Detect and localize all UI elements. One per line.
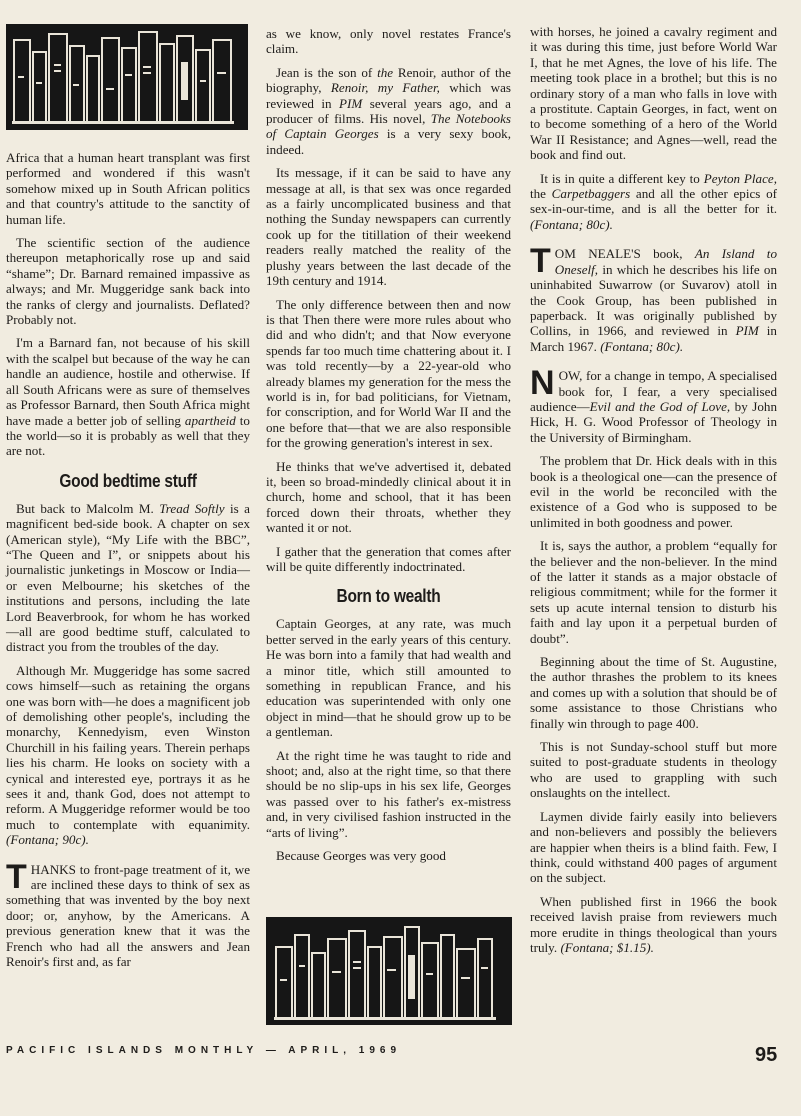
- section-heading-good-bedtime-stuff: Good bedtime stuff: [59, 470, 197, 491]
- paragraph: I'm a Barnard fan, not because of his skill with the scalpel but because of the way he can handle an audience, hostile and otherwise. If all South Africans were as sure of themselves as Professor Barnard, then South Africa might have made a better job of selling apartheid to the world—so it is probably as well that they are not.: [6, 335, 250, 459]
- paragraph: At the right time he was taught to ride and shoot; and, also at the right time, so that there should be no slip-ups in his sex life, Georges was passed over to his father's ex-mistress and, in very civilised fashion instructed in the “arts of living”.: [266, 747, 511, 840]
- page-number: 95: [755, 1044, 778, 1066]
- drop-cap: T: [530, 242, 551, 281]
- paragraph: But back to Malcolm M. Tread Softly is a magnificent bed-side book. A chapter on sex (American style), “My Life with the BBC”, “The Queen and I”, or snippets about his journalistic junketings in Moscow or India—or even Melbourne; his sketches of the institutions and persons, including the late Lord Beaverbrook, for whom he has worked—all are good bedtime stuff, calculated to distract you from the troubles of the day.: [6, 500, 250, 655]
- paragraph: It is, says the author, a problem “equally for the believer and the non-believer. In the mind of the latter it stands as a major obstacle of religious commitment; while for the former it sets up acute internal tension to disturb his faith and lay upon it a perpetual burden of doubt”.: [530, 538, 777, 646]
- paragraph: Laymen divide fairly easily into believers and non-believers and possibly the believers are happier when theirs is a blind faith. Few, I think, could withstand 400 pages of argument on the subject.: [530, 808, 777, 886]
- paragraph: Beginning about the time of St. Augustine, the author thrashes the problem to its knees and comes up with a solution that should be of some assistance to those Christians who finally win through to page 400.: [530, 654, 777, 731]
- paragraph: I gather that the generation that comes after will be quite differently indoctrinated.: [266, 543, 511, 574]
- bookshelf-illustration-bottom: [266, 917, 512, 1025]
- column-2: [266, 26, 511, 872]
- paragraph: Its message, if it can be said to have any message at all, is that sex was once regarded as a fairly uncomplicated business and that nothing the Sunday newspapers can currently cook up for the titillation of their weekend readers really matched the reality of the plushy years between the last decade of the 19th century and 1914.: [266, 165, 511, 289]
- paragraph: Because Georges was very good: [276, 848, 446, 864]
- paragraph: It is in quite a different key to Peyton Place, the Carpetbaggers and all the other epics of sex-in-our-time, and is all the better for it. (Fontana; 80c).: [530, 170, 777, 232]
- paragraph: Although Mr. Muggeridge has some sacred cows himself—such as retaining the organs one was born with—he does a magnificent job of demolishing other people's, including the monarchy, Kennedyism, even Winston Churchill in his failing years. Therein perhaps lies his charm. He looks on society with a cynical and interested eye, portrays it as he sees it and, thank God, does not attempt to reform. A Muggeridge reformer would be too much to contemplate with equanimity. (Fontana; 90c).: [6, 662, 250, 848]
- paragraph: Jean is the son of the Renoir, author of the biography, Renoir, my Father, which was reviewed in PIM several years ago, and a producer of films. His novel, The Notebooks of Captain Georges is a very sexy book, indeed.: [266, 64, 512, 157]
- paragraph-dropcap: NOW, for a change in tempo, A specialised book for, I fear, a very specialised audience—Evil and the God of Love, by John Hick, H. G. Wood Professor of Theology in the University of Birmingham.: [530, 364, 777, 445]
- section-heading-born-to-wealth: Born to wealth: [336, 586, 441, 607]
- paragraph: The problem that Dr. Hick deals with in this book is a theological one—can the presence of evil in the world be reconciled with the existence of a God who is supposed to be unlimited in both goodness and power.: [530, 453, 777, 530]
- paragraph: This is not Sunday-school stuff but more suited to post-graduate students in theology who are used to grappling with such onslaughts on the intellect.: [530, 739, 777, 801]
- column-1: [6, 24, 250, 978]
- column-3: [530, 24, 777, 963]
- paragraph: He thinks that we've advertised it, debated it, been so broad-mindedly clinical about it in church, home and school, that it has been forced down their throats, whether they wanted it or not.: [266, 458, 511, 536]
- paragraph: The only difference between then and now is that Then there were more rules about who did and who didn't; and that Now everyone spends far too much time chattering about it. I was told recently—by a 22-year-old who already blames my generation for the mess the world is in, for bad politicians, for Vietnam, for conscription, and for World War II and the one before that—that we are also responsible for the growing generation's interest in sex.: [266, 296, 511, 451]
- paragraph: When published first in 1966 the book received lavish praise from reviewers much more erudite in things theological than yours truly. (Fontana; $1.15).: [530, 893, 777, 955]
- paragraph-dropcap: TOM NEALE'S book, An Island to Oneself, in which he describes his life on uninhabited Suwarrow (or Suvarov) atoll in the Cook Group, has been published in paperback. It was originally published by Collins, in 1966, and reviewed in PIM in March 1967. (Fontana; 80c).: [530, 242, 777, 354]
- drop-cap: N: [530, 364, 555, 403]
- paragraph: The scientific section of the audience thereupon metaphorically rose up and said “shame”; Dr. Barnard remained impassive as always; and Mr. Muggeridge sank back into the ranks of clergy and journalists. Deflated? Probably not.: [6, 235, 250, 328]
- paragraph-dropcap: THANKS to front-page treatment of it, we are inclined these days to think of sex as something that was invented by the boy next door; or, anyhow, by the Americans. A previous generation knew that it was the French who had all the answers and Jean Renoir's first and, as far: [6, 857, 250, 970]
- paragraph: Captain Georges, at any rate, was much better served in the early years of this century. He was born into a family that had wealth and a minor title, which still amounted to something in republican France, and his education was superintended with only one object in mind—that he should grow up to be a gentleman.: [266, 616, 511, 740]
- paragraph: Africa that a human heart transplant was first performed and wondered if this wasn't somehow mixed up in South African politics and that country's attitude to the sanctity of human life.: [6, 150, 250, 227]
- paragraph: as we know, only novel restates France's claim.: [266, 26, 511, 57]
- drop-cap: T: [6, 857, 27, 896]
- paragraph: with horses, he joined a cavalry regiment and it was during this time, just before World War I, that he met Agnes, the love of his life. The meeting took place in a brothel; but this is no ordinary story of a man who falls in love with a prostitute. Captain Georges, in fact, went on to become something of a hero of the World War II Resistance; and Agnes—well, read the book and find out.: [530, 24, 777, 163]
- bookshelf-illustration-top: [6, 24, 248, 130]
- running-footer: PACIFIC ISLANDS MONTHLY — APRIL, 1969: [6, 1045, 402, 1056]
